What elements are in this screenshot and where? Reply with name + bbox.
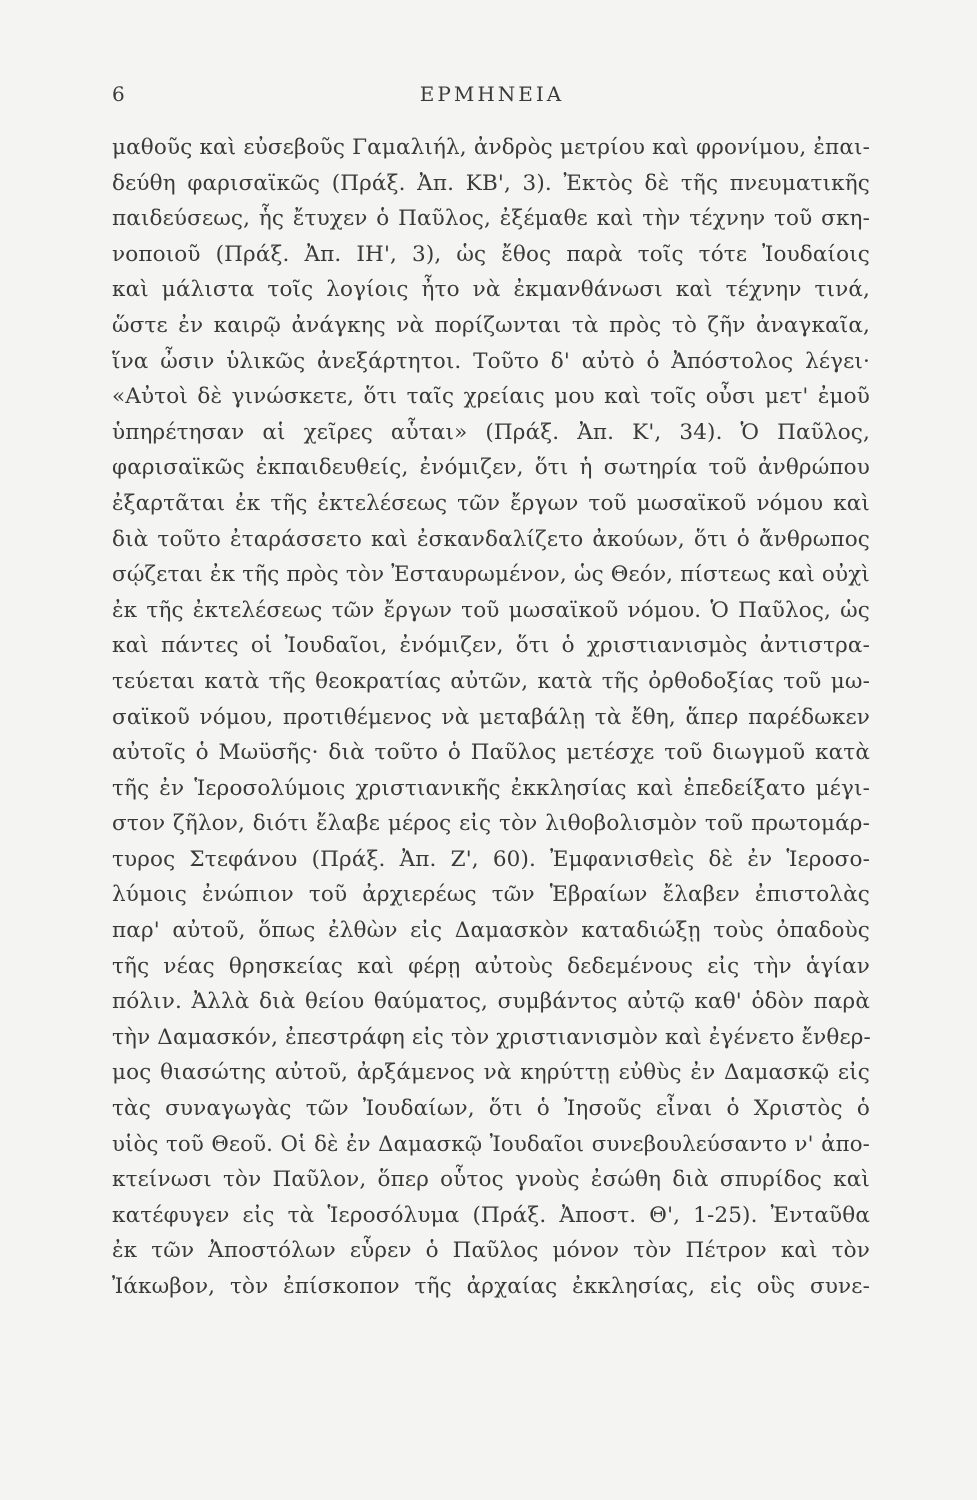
text-line: καὶ μάλιστα τοῖς λογίοις ἦτο νὰ ἐκμανθάνωσι καὶ τέχνην τινά, — [112, 277, 870, 303]
text-line: ὑπηρέτησαν αἱ χεῖρες αὗται» (Πράξ. Ἀπ. Κ', 34). Ὁ Παῦλος, — [112, 419, 870, 445]
text-line: τῆς ἐν Ἱεροσολύμοις χριστιανικῆς ἐκκλησίας καὶ ἐπεδείξατο μέγι- — [112, 775, 870, 801]
text-line: σαϊκοῦ νόμου, προτιθέμενος νὰ μεταβάλῃ τὰ ἔθη, ἅπερ παρέδωκεν — [112, 704, 870, 730]
text-line: φαρισαϊκῶς ἐκπαιδευθείς, ἐνόμιζεν, ὅτι ἡ σωτηρία τοῦ ἀνθρώπου — [112, 455, 870, 481]
text-line: ἐκ τῆς ἐκτελέσεως τῶν ἔργων τοῦ μωσαϊκοῦ νόμου. Ὁ Παῦλος, ὡς — [112, 597, 870, 623]
text-line: σῴζεται ἐκ τῆς πρὸς τὸν Ἐσταυρωμένον, ὡς Θεόν, πίστεως καὶ οὐχὶ — [112, 562, 870, 588]
text-line — [112, 1305, 870, 1341]
text-line — [112, 1340, 870, 1376]
text-line: ἐκ τῶν Ἀποστόλων εὗρεν ὁ Παῦλος μόνον τὸν Πέτρον καὶ τὸν — [112, 1238, 870, 1264]
text-line: παιδεύσεως, ἧς ἔτυχεν ὁ Παῦλος, ἐξέμαθε καὶ τὴν τέχνην τοῦ σκη- — [112, 206, 870, 232]
text-line: μαθοῦς καὶ εὐσεβοῦς Γαμαλιήλ, ἀνδρὸς μετρίου καὶ φρονίμου, ἐπαι- — [112, 135, 870, 160]
text-line: πόλιν. Ἀλλὰ διὰ θείου θαύματος, συμβάντος αὐτῷ καθ' ὁδὸν παρὰ — [112, 989, 870, 1015]
text-line: τυρος Στεφάνου (Πράξ. Ἀπ. Ζ', 60). Ἐμφανισθεὶς δὲ ἐν Ἱεροσο- — [112, 846, 870, 872]
text-line: νοποιοῦ (Πράξ. Ἀπ. ΙΗ', 3), ὡς ἔθος παρὰ τοῖς τότε Ἰουδαίοις — [112, 241, 870, 267]
text-line: μος θιασώτης αὐτοῦ, ἀρξάμενος νὰ κηρύττῃ εὐθὺς ἐν Δαμασκῷ εἰς — [112, 1060, 870, 1086]
text-line: τῆς νέας θρησκείας καὶ φέρῃ αὐτοὺς δεδεμένους εἰς τὴν ἁγίαν — [112, 953, 870, 979]
text-line: διὰ τοῦτο ἐταράσσετο καὶ ἐσκανδαλίζετο ἀκούων, ὅτι ὁ ἄνθρωπος — [112, 526, 870, 552]
text-line: τὰς συναγωγὰς τῶν Ἰουδαίων, ὅτι ὁ Ἰησοῦς εἶναι ὁ Χριστὸς ὁ — [112, 1096, 870, 1122]
text-line: δεύθη φαρισαϊκῶς (Πράξ. Ἀπ. ΚΒ', 3). Ἐκτὸς δὲ τῆς πνευματικῆς — [112, 170, 870, 196]
text-line: υἱὸς τοῦ Θεοῦ. Οἱ δὲ ἐν Δαμασκῷ Ἰουδαῖοι συνεβουλεύσαντο ν' ἀπο- — [112, 1131, 870, 1157]
text-line: παρ' αὐτοῦ, ὅπως ἐλθὼν εἰς Δαμασκὸν καταδιώξῃ τοὺς ὀπαδοὺς — [112, 918, 870, 944]
text-line: κατέφυγεν εἰς τὰ Ἱεροσόλυμα (Πράξ. Ἀποστ. Θ', 1-25). Ἐνταῦθα — [112, 1202, 870, 1228]
text-line: «Αὐτοὶ δὲ γινώσκετε, ὅτι ταῖς χρείαις μου καὶ τοῖς οὖσι μετ' ἐμοῦ — [112, 384, 870, 410]
running-title: ΕΡΜΗΝΕΙΑ — [419, 82, 565, 106]
text-line: Ἰάκωβον, τὸν ἐπίσκοπον τῆς ἀρχαίας ἐκκλησίας, εἰς οὓς συνε- — [112, 1274, 870, 1299]
text-line: αὐτοῖς ὁ Μωϋσῆς· διὰ τοῦτο ὁ Παῦλος μετέσχε τοῦ διωγμοῦ κατὰ — [112, 740, 870, 766]
text-line: τὴν Δαμασκόν, ἐπεστράφη εἰς τὸν χριστιανισμὸν καὶ ἐγένετο ἔνθερ- — [112, 1024, 871, 1050]
text-line: στον ζῆλον, διότι ἔλαβε μέρος εἰς τὸν λιθοβολισμὸν τοῦ πρωτομάρ- — [112, 811, 870, 837]
text-line: ἵνα ὦσιν ὑλικῶς ἀνεξάρτητοι. Τοῦτο δ' αὐτὸ ὁ Ἀπόστολος λέγει· — [112, 348, 870, 374]
page-header — [112, 82, 872, 112]
body-text — [112, 130, 870, 1376]
text-line: ἐξαρτᾶται ἐκ τῆς ἐκτελέσεως τῶν ἔργων τοῦ μωσαϊκοῦ νόμου καὶ — [112, 490, 870, 516]
text-line: λύμοις ἐνώπιον τοῦ ἀρχιερέως τῶν Ἑβραίων ἔλαβεν ἐπιστολὰς — [112, 882, 870, 908]
text-line: καὶ πάντες οἱ Ἰουδαῖοι, ἐνόμιζεν, ὅτι ὁ χριστιανισμὸς ἀντιστρα- — [112, 633, 870, 659]
page-number: 6 — [112, 82, 126, 106]
text-line: ὥστε ἐν καιρῷ ἀνάγκης νὰ πορίζωνται τὰ πρὸς τὸ ζῆν ἀναγκαῖα, — [112, 312, 870, 338]
text-line: κτείνωσι τὸν Παῦλον, ὅπερ οὗτος γνοὺς ἐσώθη διὰ σπυρίδος καὶ — [112, 1167, 870, 1193]
text-line: τεύεται κατὰ τῆς θεοκρατίας αὐτῶν, κατὰ τῆς ὀρθοδοξίας τοῦ μω- — [112, 668, 870, 694]
